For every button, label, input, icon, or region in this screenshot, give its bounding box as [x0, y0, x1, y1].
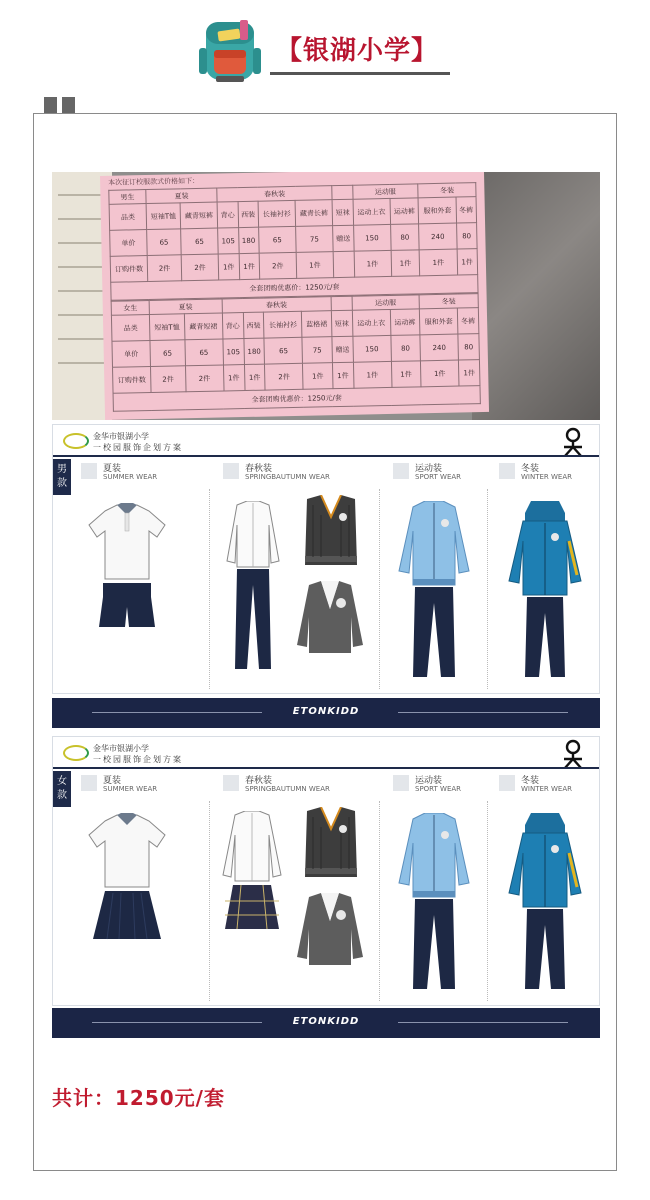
qty-cell: 1件	[223, 365, 244, 391]
qty-cell: 2件	[185, 365, 224, 392]
price-cell: 80	[390, 224, 419, 251]
item-cell: 短袖T恤	[149, 314, 184, 341]
qty-cell: 2件	[151, 366, 186, 393]
row-label: 订购件数	[113, 366, 152, 393]
boys-winter-coat-image	[507, 501, 583, 681]
price-cell: 赠送	[333, 225, 354, 251]
school-name-title: 【银湖小学】	[276, 36, 439, 66]
item-cell: 运动上衣	[352, 309, 391, 336]
boys-uniform-plan	[52, 424, 600, 694]
season-en: SUMMER WEAR	[103, 785, 158, 793]
item-cell: 冬裤	[457, 308, 478, 334]
divider	[487, 801, 489, 1001]
season-en: SPORT WEAR	[415, 473, 462, 481]
group-cell: 夏装	[149, 299, 222, 315]
qty-cell: 1件	[354, 250, 392, 277]
divider	[209, 489, 211, 689]
plan-subtitle: 一校园服饰企划方案	[93, 443, 183, 452]
qty-cell: 1件	[420, 249, 458, 276]
price-cell: 105	[223, 339, 244, 365]
price-cell: 240	[420, 334, 459, 361]
price-cell: 75	[296, 226, 334, 253]
boys-polo-shirt-image	[87, 503, 167, 663]
item-cell: 藏青长裤	[295, 200, 333, 227]
plan-school: 金华市银湖小学	[93, 744, 149, 753]
boys-label: 男款	[53, 459, 71, 495]
girls-vest-image	[301, 807, 361, 879]
price-cell: 150	[353, 224, 391, 251]
qty-cell: 1件	[239, 253, 260, 279]
qty-cell: 2件	[147, 255, 181, 282]
group-cell: 冬装	[419, 294, 478, 309]
item-cell: 服和外套	[419, 308, 458, 335]
page-header	[0, 0, 650, 100]
row-label: 单价	[112, 340, 151, 367]
girls-shirt-plaid-skirt-image	[219, 811, 285, 931]
item-cell: 西装	[238, 201, 259, 227]
girls-price-table	[111, 293, 481, 412]
qty-cell: 2件	[259, 252, 297, 279]
price-sheet-heading: 本次征订校服款式价格如下：	[108, 176, 200, 187]
girls-uniform-plan	[52, 736, 600, 1006]
divider	[209, 801, 211, 1001]
qty-cell: 1件	[457, 249, 478, 275]
qty-cell: 1件	[303, 363, 333, 390]
price-cell: 75	[302, 337, 332, 364]
item-cell: 服和外套	[418, 197, 456, 224]
qty-cell: 1件	[420, 360, 459, 387]
fabric-background	[472, 172, 600, 420]
season-en: WINTER WEAR	[521, 785, 573, 793]
price-cell: 105	[218, 228, 239, 254]
group-cell: 夏装	[146, 188, 217, 203]
price-cell: 65	[147, 229, 181, 256]
qty-cell: 2件	[265, 363, 304, 390]
girls-sport-suit-image	[397, 813, 471, 993]
price-cell: 80	[456, 223, 477, 249]
gender-cell: 男生	[109, 190, 146, 205]
price-cell: 180	[243, 338, 264, 364]
gender-cell: 女生	[111, 300, 149, 315]
plan-school: 金华市银湖小学	[93, 432, 149, 441]
divider	[379, 489, 381, 689]
boys-sport-suit-image	[397, 501, 471, 681]
title-underline	[270, 72, 450, 75]
girls-polo-skirt-image	[87, 813, 167, 943]
header-rule	[53, 767, 599, 769]
qty-cell: 1件	[458, 360, 479, 386]
boys-total-price: 全套团购优惠价：1250元/套	[111, 275, 478, 301]
season-cn: 夏装	[103, 776, 122, 786]
divider	[379, 801, 381, 1001]
row-label: 单价	[110, 230, 148, 257]
qty-cell	[333, 251, 354, 277]
boys-shirt-trousers-image	[223, 501, 283, 671]
row-label: 品类	[109, 204, 147, 231]
item-cell: 长袖衬衫	[258, 200, 296, 227]
item-cell: 背心	[222, 313, 243, 339]
item-cell: 短袜	[331, 310, 352, 336]
group-cell: 运动服	[352, 184, 418, 199]
backpack-icon	[196, 18, 264, 84]
divider	[487, 489, 489, 689]
qty-cell: 2件	[181, 254, 219, 281]
item-cell: 运动裤	[390, 198, 419, 225]
qty-cell: 1件	[244, 364, 265, 390]
price-cell: 65	[258, 226, 296, 253]
price-cell: 80	[391, 335, 421, 362]
group-cell: 春秋装	[217, 186, 332, 202]
row-label: 订购件数	[110, 256, 148, 283]
item-cell: 蓝格裙	[302, 311, 332, 338]
price-cell: 65	[264, 337, 303, 364]
header-rule	[53, 455, 599, 457]
item-cell: 藏青短裤	[180, 202, 218, 229]
group-cell: 冬装	[418, 183, 476, 198]
season-cn: 运动装	[415, 776, 443, 786]
qty-cell: 1件	[218, 254, 239, 280]
season-cn: 运动装	[415, 464, 443, 474]
girls-total-price: 全套团购优惠价：1250元/套	[113, 386, 480, 412]
girls-label: 女款	[53, 771, 71, 807]
brand-footer-bar	[52, 698, 600, 728]
brand-footer-bar	[52, 1008, 600, 1038]
item-cell: 短袜	[332, 199, 353, 225]
qty-cell: 1件	[391, 361, 421, 388]
price-cell: 180	[238, 227, 259, 253]
season-en: SPORT WEAR	[415, 785, 462, 793]
brand-name: ETONKIDD	[292, 1016, 360, 1027]
brand-name: ETONKIDD	[292, 706, 360, 717]
season-cn: 冬装	[521, 776, 540, 786]
price-sheet-photo	[52, 172, 600, 420]
qty-cell: 1件	[332, 362, 353, 388]
price-cell: 65	[185, 339, 224, 366]
group-cell	[331, 296, 352, 310]
item-cell: 背心	[217, 202, 238, 228]
price-cell: 65	[150, 340, 185, 367]
price-cell: 240	[419, 223, 457, 250]
school-logo-icon	[63, 433, 89, 449]
price-cell: 150	[353, 335, 392, 362]
plan-subtitle: 一校园服饰企划方案	[93, 755, 183, 764]
brand-mark-icon	[561, 739, 585, 769]
season-en: WINTER WEAR	[521, 473, 573, 481]
boys-price-table	[108, 182, 478, 301]
group-cell	[332, 185, 353, 199]
season-cn: 春秋装	[245, 464, 273, 474]
season-cn: 春秋装	[245, 776, 273, 786]
total-price: 共计：1250元/套	[52, 1086, 225, 1110]
price-cell: 赠送	[332, 336, 353, 362]
item-cell: 短袖T恤	[146, 203, 180, 230]
price-cell: 65	[181, 228, 219, 255]
item-cell: 运动上衣	[353, 198, 391, 225]
brand-mark-icon	[561, 427, 585, 457]
season-en: SPRINGBAUTUMN WEAR	[245, 785, 330, 793]
qty-cell: 1件	[353, 361, 392, 388]
price-sheet	[100, 172, 489, 420]
item-cell: 西装	[243, 312, 264, 338]
season-en: SPRINGBAUTUMN WEAR	[245, 473, 330, 481]
season-en: SUMMER WEAR	[103, 473, 158, 481]
item-cell: 运动裤	[390, 309, 420, 336]
boys-blazer-image	[295, 581, 365, 653]
group-cell: 春秋装	[222, 297, 331, 313]
girls-blazer-image	[295, 893, 365, 965]
row-label: 品类	[111, 314, 150, 341]
item-cell: 长袖衬衫	[264, 311, 303, 338]
qty-cell: 1件	[296, 252, 334, 279]
season-cn: 夏装	[103, 464, 122, 474]
price-cell: 80	[458, 334, 479, 360]
qty-cell: 1件	[391, 250, 420, 277]
girls-winter-coat-image	[507, 813, 583, 993]
item-cell: 冬裤	[456, 197, 477, 223]
boys-vest-image	[301, 495, 361, 567]
season-cn: 冬装	[521, 464, 540, 474]
school-logo-icon	[63, 745, 89, 761]
item-cell: 藏青短裙	[184, 313, 223, 340]
group-cell: 运动服	[352, 295, 420, 310]
